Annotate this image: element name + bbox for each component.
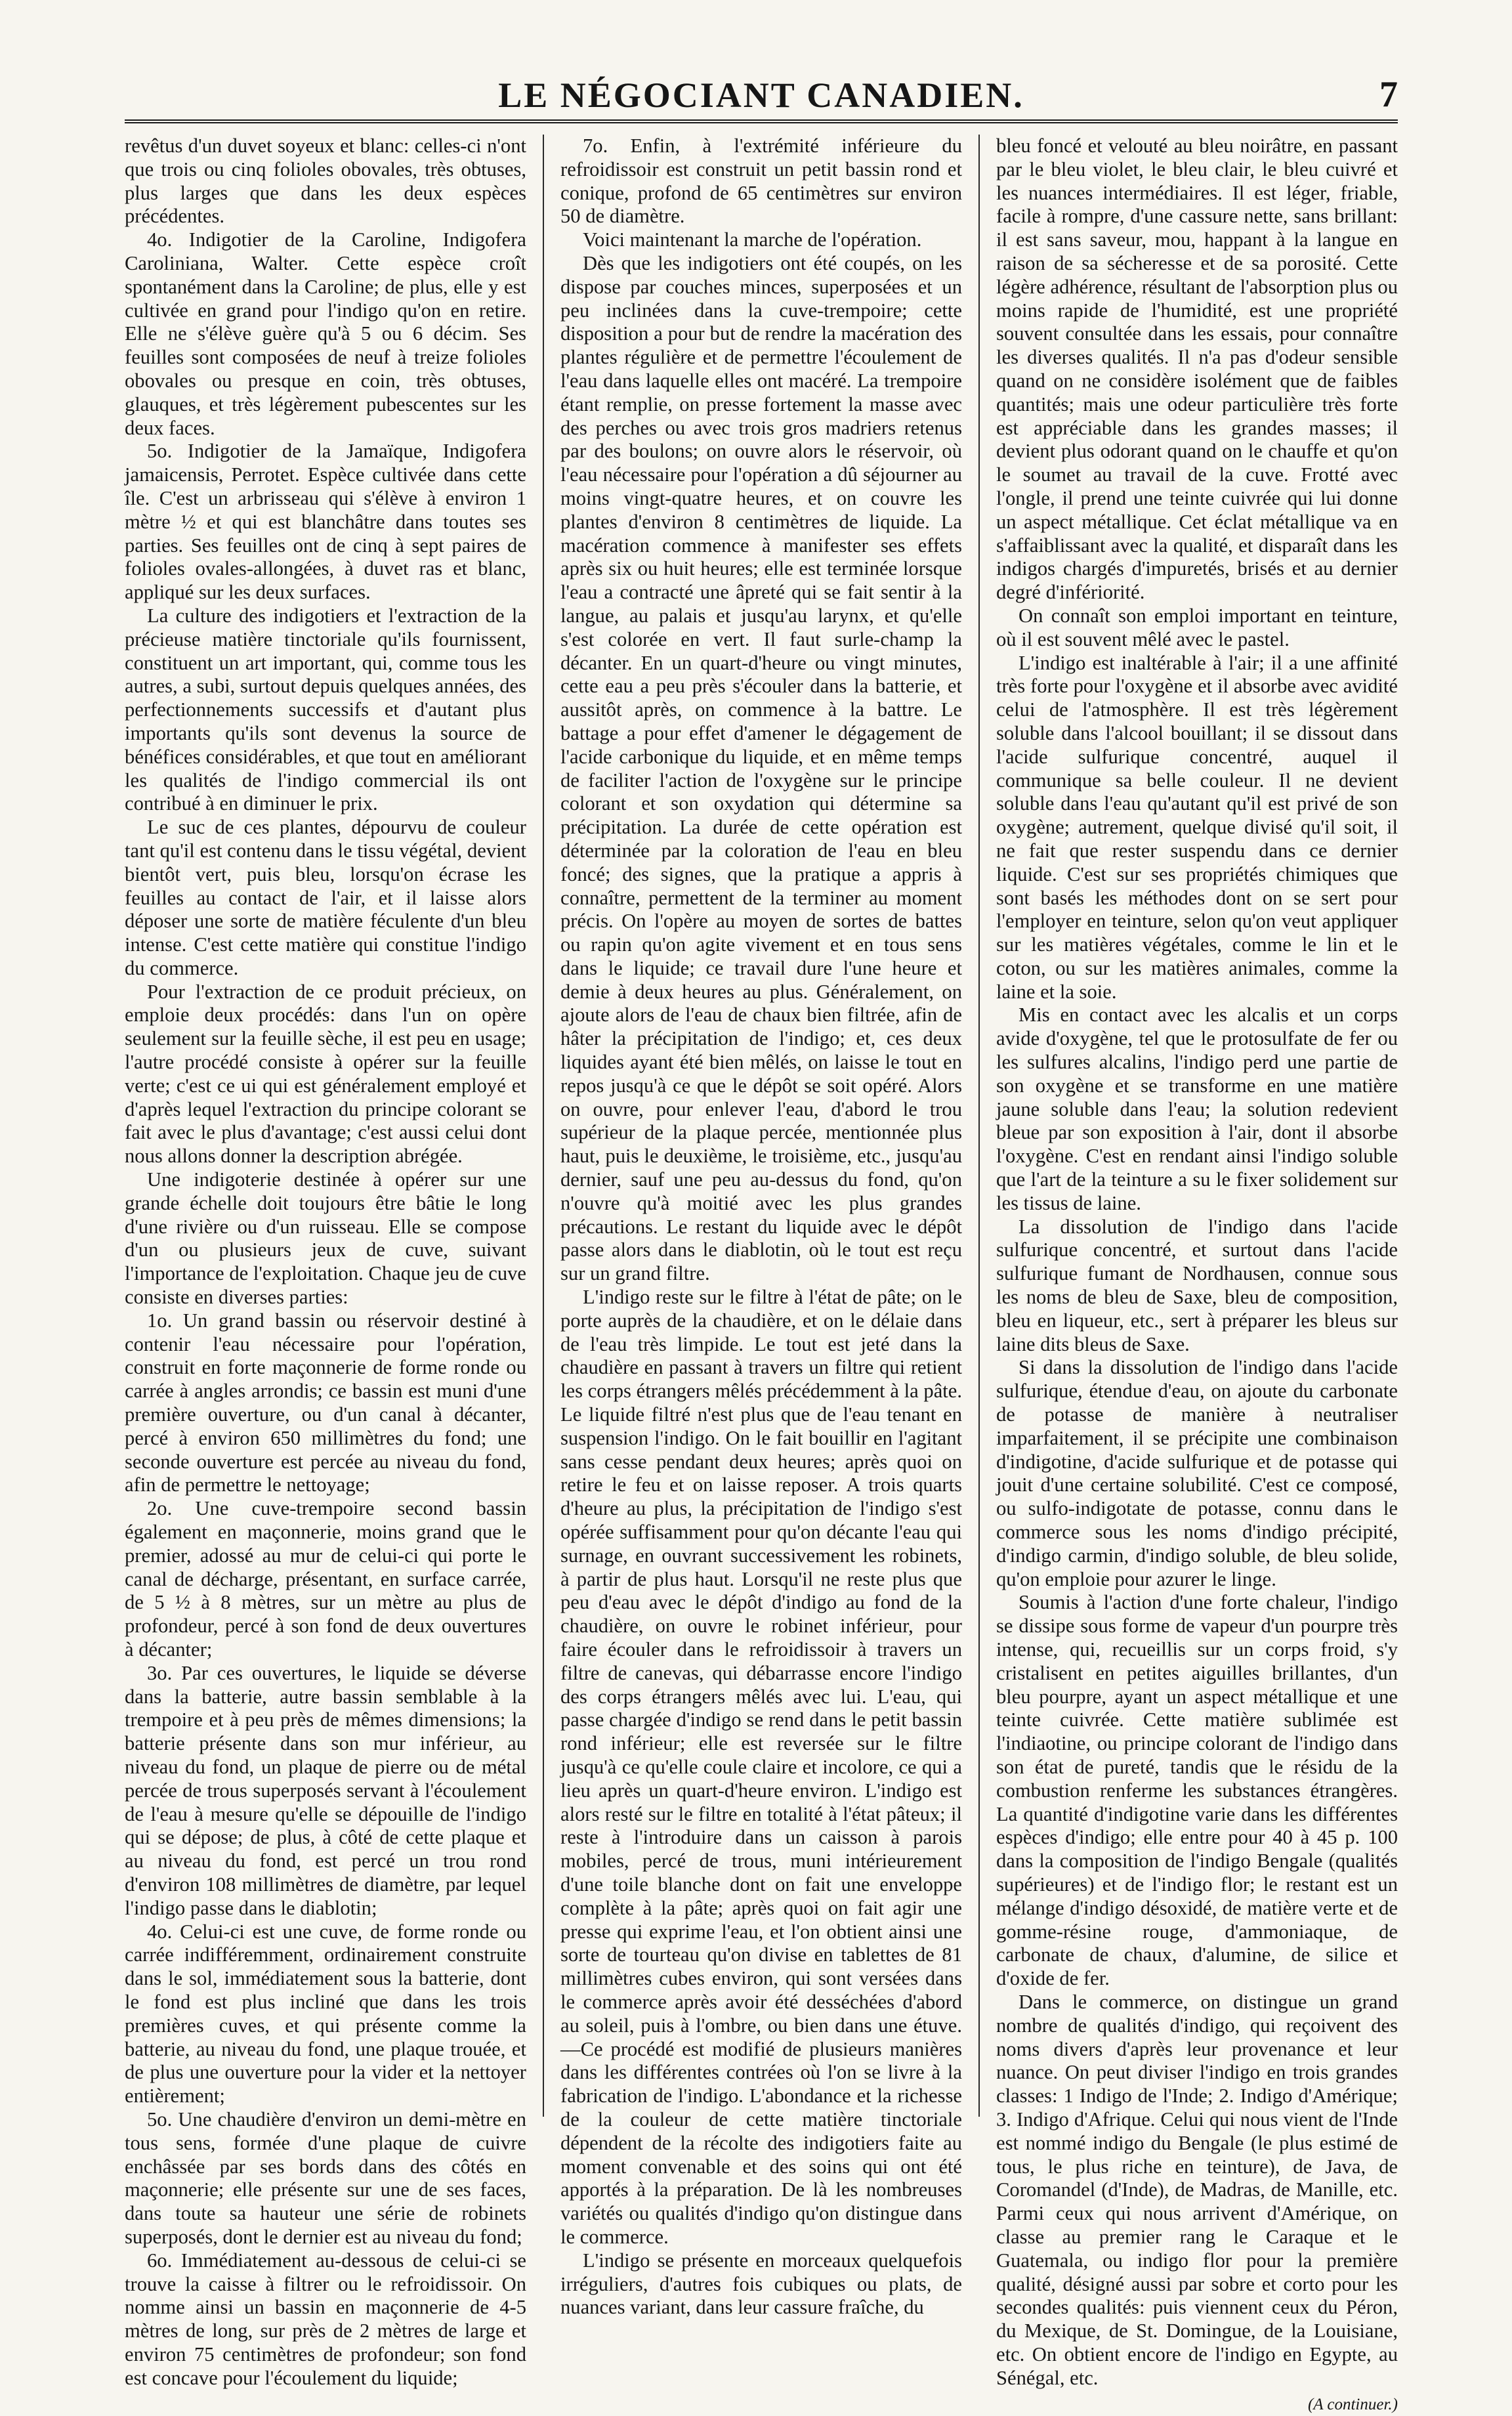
paragraph: Dans le commerce, on distingue un grand nombre de qualités d'indigo, qui reçoivent des noms divers d'après leur provenance et leur nuance. On peut diviser l'indigo en trois grandes classes: 1 Indigo de l'Inde; 2. Indigo d'Amérique; 3. Indigo d'Afrique. Celui qui nous vient de l'Inde est nommé indigo du Bengale (le plus estimé de tous, le plus riche en teinture), de Java, de Coromandel (d'Inde), de Madras, de Manille, etc. Parmi ceux qui nous arrivent d'Amérique, on classe au premier rang le Caraque et le Guatemala, ou indigo flor pour la première qualité, désigné aussi par sobre et corto pour les secondes qualités: puis viennent ceux du Péron, du Mexique, de St. Domingue, de la Louisiane, etc. On obtient encore de l'indigo en Egypte, au Sénégal, etc. [996, 1991, 1398, 2390]
paragraph: Si dans la dissolution de l'indigo dans l'acide sulfurique, étendue d'eau, on ajoute du carbonate de potasse de manière à neutraliser imparfaitement, il se précipite une combinaison d'indigotine, d'acide sulfurique et de potasse qui jouit d'une certaine solubilité. C'est ce composé, ou sulfo-indigotate de potasse, connu dans le commerce sous les noms d'indigo précipité, d'indigo carmin, d'indigo soluble, de bleu solide, qu'on emploie pour azurer le linge. [996, 1356, 1398, 1591]
masthead [125, 74, 1398, 119]
paragraph: 3o. Par ces ouvertures, le liquide se déverse dans la batterie, autre bassin semblable à la trempoire et à peu près de mêmes dimensions; la batterie présente dans son mur inférieur, au niveau du fond, un plaque de pierre ou de métal percée de trous superposés servant à l'écoulement de l'eau à mesure qu'elle se dépouille de l'indigo qui se dépose; de plus, à côté de cette plaque et au niveau du fond, est percé un trou rond d'environ 108 millimètres de diamètre, par lequel l'indigo passe dans le diablotin; [125, 1662, 526, 1920]
paragraph: Le suc de ces plantes, dépourvu de couleur tant qu'il est contenu dans le tissu végétal, devient bientôt vert, puis bleu, lorsqu'on écrase les feuilles au contact de l'air, et il laisse alors déposer une sorte de matière féculente d'un bleu intense. C'est cette matière qui constitue l'indigo du commerce. [125, 816, 526, 981]
column-1 [125, 135, 526, 2390]
column-3 [996, 135, 1398, 2416]
continuation-note: (A continuer.) [996, 2393, 1398, 2416]
column-2 [560, 135, 962, 2320]
paragraph: L'indigo est inaltérable à l'air; il a une affinité très forte pour l'oxygène et il absorbe avec avidité celui de l'atmosphère. Il est très légèrement soluble dans l'alcool bouillant; il se dissout dans l'acide sulfurique concentré, auquel il communique sa belle couleur. Il ne devient soluble dans l'eau qu'autant qu'il est privé de son oxygène; autrement, quelque divisé qu'il soit, il ne fait que rester suspendu dans ce dernier liquide. C'est sur ses propriétés chimiques que sont basés les méthodes dont on se sert pour l'employer en teinture, selon qu'on veut appliquer sur les matières végétales, comme le lin et le coton, ou sur les matières animales, comme la laine et la soie. [996, 652, 1398, 1004]
paragraph: Voici maintenant la marche de l'opération. [560, 228, 962, 252]
paragraph: 5o. Une chaudière d'environ un demi-mètre en tous sens, formée d'une plaque de cuivre enchâssée par ses bords dans des côtés en maçonnerie; elle présente sur une de ses faces, dans toute sa hauteur une série de robinets superposés, dont le dernier est au niveau du fond; [125, 2108, 526, 2249]
paragraph: 7o. Enfin, à l'extrémité inférieure du refroidissoir est construit un petit bassin rond et conique, profond de 65 centimètres sur environ 50 de diamètre. [560, 135, 962, 228]
column-divider [543, 135, 544, 2117]
paragraph: La dissolution de l'indigo dans l'acide sulfurique concentré, et surtout dans l'acide sulfurique fumant de Nordhausen, connue sous les noms de bleu de Saxe, bleu de composition, bleu en liqueur, etc., sert à préparer les bleus sur laine dits bleus de Saxe. [996, 1216, 1398, 1357]
paragraph: 1o. Un grand bassin ou réservoir destiné à contenir l'eau nécessaire pour l'opération, construit en forte maçonnerie de forme ronde ou carrée à angles arrondis; ce bassin est muni d'une première ouverture, ou d'un canal à décanter, percé à environ 650 millimètres du fond; une seconde ouverture est percée au niveau du fond, afin de permettre le nettoyage; [125, 1309, 526, 1497]
column-divider [978, 135, 980, 2117]
paragraph: L'indigo se présente en morceaux quelquefois irréguliers, d'autres fois cubiques ou plats, de nuances variant, dans leur cassure fraîche, du [560, 2249, 962, 2320]
paragraph: revêtus d'un duvet soyeux et blanc: celles-ci n'ont que trois ou cinq folioles obovales, très obtuses, plus larges que dans les deux espèces précédentes. [125, 135, 526, 228]
paragraph: bleu foncé et velouté au bleu noirâtre, en passant par le bleu violet, le bleu clair, le bleu cuivré et les nuances intermédiaires. Il est léger, friable, facile à rompre, d'une cassure nette, sans brillant: il est sans saveur, mou, happant à la langue en raison de sa sécheresse et de sa porosité. Cette légère adhérence, résultant de l'absorption plus ou moins rapide de l'humidité, est une propriété souvent consultée dans les essais, pour connaître les diverses qualités. Il n'a pas d'odeur sensible quand on ne considère isolément que de faibles quantités; mais une odeur particulière très forte est appréciable dans les grandes masses; il devient plus odorant quand on le chauffe et qu'on le soumet au travail de la cuve. Frotté avec l'ongle, il prend une teinte cuivrée qui lui donne un aspect métallique. Cet éclat métallique va en s'affaiblissant avec la qualité, et disparaît dans les indigos chargés d'impuretés, brisés et au dernier degré d'infériorité. [996, 135, 1398, 604]
newspaper-title: LE NÉGOCIANT CANADIEN. [125, 75, 1398, 116]
paragraph: On connaît son emploi important en teinture, où il est souvent mêlé avec le pastel. [996, 604, 1398, 652]
paragraph: Mis en contact avec les alcalis et un corps avide d'oxygène, tel que le protosulfate de fer ou les sulfures alcalins, l'indigo perd une partie de son oxygène et se transforme en une matière jaune soluble dans l'eau; la solution redevient bleue par son exposition à l'air, dont il absorbe l'oxygène. C'est en rendant ainsi l'indigo soluble que l'art de la teinture a su le fixer solidement sur les tissus de laine. [996, 1004, 1398, 1215]
paragraph: La culture des indigotiers et l'extraction de la précieuse matière tinctoriale qu'ils fournissent, constituent un art important, qui, comme tous les autres, a subi, surtout depuis quelques années, des perfectionnements successifs et d'autant plus importants qu'ils sont devenus la source de bénéfices considérables, et que tout en améliorant les qualités de l'indigo commercial ils ont contribué à en diminuer le prix. [125, 604, 526, 816]
paragraph: Soumis à l'action d'une forte chaleur, l'indigo se dissipe sous forme de vapeur d'un pourpre très intense, qui, recueillis sur un corps froid, s'y cristalisent en petites aiguilles brillantes, d'un bleu pourpre, ayant un aspect métallique et une teinte cuivrée. Cette matière sublimée est l'indiaotine, ou principe colorant de l'indigo dans son état de pureté, tandis que le résidu de la combustion renferme les substances étrangères. La quantité d'indigotine varie dans les différentes espèces d'indigo; elle entre pour 40 à 45 p. 100 dans la composition de l'indigo Bengale (qualités supérieures) et de l'indigo flor; le restant est un mélange d'indigo désoxidé, de matière verte et de gomme-résine rouge, d'ammoniaque, de carbonate de chaux, d'alumine, de silice et d'oxide de fer. [996, 1591, 1398, 1991]
paragraph: Une indigoterie destinée à opérer sur une grande échelle doit toujours être bâtie le long d'une rivière ou d'un ruisseau. Elle se compose d'un ou plusieurs jeux de cuve, suivant l'importance de l'exploitation. Chaque jeu de cuve consiste en diverses parties: [125, 1168, 526, 1309]
paragraph: 4o. Celui-ci est une cuve, de forme ronde ou carrée indifféremment, ordinairement construite dans le sol, immédiatement sous la batterie, dont le fond est plus incliné que dans les trois premières cuves, et qui présente comme la batterie, au niveau du fond, une plaque trouée, et de plus une ouverture pour la vider et la nettoyer entièrement; [125, 1920, 526, 2108]
header-rule [125, 119, 1398, 123]
paragraph: Pour l'extraction de ce produit précieux, on emploie deux procédés: dans l'un on opère seulement sur la feuille sèche, il est peu en usage; l'autre procédé consiste à opérer sur la feuille verte; c'est ce ui qui est généralement employé et d'après lequel l'extraction du principe colorant se fait avec le plus d'avantage; c'est aussi celui dont nous allons donner la description abrégée. [125, 981, 526, 1168]
page-number: 7 [1379, 74, 1398, 116]
paragraph: L'indigo reste sur le filtre à l'état de pâte; on le porte auprès de la chaudière, et on le délaie dans de l'eau très limpide. Le tout est jeté dans la chaudière en passant à travers un filtre qui retient les corps étrangers mêlés précédemment à la pâte. Le liquide filtré n'est plus que de l'eau tenant en suspension l'indigo. On le fait bouillir en l'agitant sans cesse pendant deux heures; après quoi on retire le feu et on laisse reposer. A trois quarts d'heure au plus, la précipitation de l'indigo s'est opérée suffisamment pour qu'on décante l'eau qui surnage, en ouvrant successivement les robinets, à partir de plus haut. Lorsqu'il ne reste plus que peu d'eau avec le dépôt d'indigo au fond de la chaudière, on ouvre le robinet inférieur, pour faire écouler dans le refroidissoir à travers un filtre de canevas, qui débarrasse encore l'indigo des corps étrangers mêlés avec lui. L'eau, qui passe chargée d'indigo se rend dans le petit bassin rond inférieur; elle est reversée sur le filtre jusqu'à ce qu'elle coule claire et incolore, ce qui a lieu après un quart-d'heure environ. L'indigo est alors resté sur le filtre en totalité à l'état pâteux; il reste à l'introduire dans un caisson à parois mobiles, percé de trous, muni intérieurement d'une toile blanche dont on fait une enveloppe complète à la pâte; après quoi on fait agir une presse qui exprime l'eau, et l'on obtient ainsi une sorte de tourteau qu'on divise en tablettes de 81 millimètres cubes environ, qui sont versées dans le commerce après avoir été desséchées d'abord au soleil, puis à l'ombre, ou bien dans une étuve.—Ce procédé est modifié de plusieurs manières dans les différentes contrées où l'on se livre à la fabrication de l'indigo. L'abondance et la richesse de la couleur de cette matière tinctoriale dépendent de la récolte des indigotiers faite au moment convenable et des soins qui ont été apportés à la préparation. De là les nombreuses variétés ou qualités d'indigo qu'on distingue dans le commerce. [560, 1286, 962, 2249]
paragraph: 5o. Indigotier de la Jamaïque, Indigofera jamaicensis, Perrotet. Espèce cultivée dans cette île. C'est un arbrisseau qui s'élève à environ 1 mètre ½ et qui est blanchâtre dans toutes ses parties. Ses feuilles ont de cinq à sept paires de folioles ovales-allongées, à duvet ras et blanc, appliqué sur les deux surfaces. [125, 440, 526, 604]
paragraph: 2o. Une cuve-trempoire second bassin également en maçonnerie, moins grand que le premier, adossé au mur de celui-ci qui porte le canal de décharge, présentant, en surface carrée, de 5 ½ à 8 mètres, sur un mètre au plus de profondeur, percé à son fond de deux ouvertures à décanter; [125, 1497, 526, 1662]
paragraph: 4o. Indigotier de la Caroline, Indigofera Caroliniana, Walter. Cette espèce croît spontanément dans la Caroline; de plus, elle y est cultivée en grand pour l'indigo qu'on en retire. Elle ne s'élève guère qu'à 5 ou 6 décim. Ses feuilles sont composées de neuf à treize folioles obovales ou presque en coin, très obtuses, glauques, et très légèrement pubescentes sur les deux faces. [125, 228, 526, 440]
paragraph: Dès que les indigotiers ont été coupés, on les dispose par couches minces, superposées et un peu inclinées dans la cuve-trempoire; cette disposition a pour but de rendre la macération des plantes régulière et de permettre l'écoulement de l'eau dans laquelle elles ont macéré. La trempoire étant remplie, on presse fortement la masse avec des perches ou avec trois gros madriers retenus par des boulons; on ouvre alors le réservoir, où l'eau nécessaire pour l'opération a dû séjourner au moins vingt-quatre heures, et on couvre les plantes d'environ 8 centimètres de liquide. La macération commence à manifester ses effets après six ou huit heures; elle est terminée lorsque l'eau a contracté une âpreté qui se fait sentir à la langue, au palais et jusqu'au larynx, et qu'elle s'est colorée en vert. Il faut surle-champ la décanter. En un quart-d'heure ou vingt minutes, cette eau a peu près s'écouler dans la batterie, et aussitôt après, on commence à la battre. Le battage a pour effet d'amener le dégagement de l'acide carbonique du liquide, et en même temps de faciliter l'action de l'oxygène sur le principe colorant et son oxydation qui détermine sa précipitation. La durée de cette opération est déterminée par la coloration de l'eau en bleu foncé; des signes, que la pratique a appris à connaître, permettent de la terminer au moment précis. On l'opère au moyen de sortes de battes ou rapin qu'on agite vivement et en tous sens dans le liquide; ce travail dure l'une heure et demie à deux heures au plus. Généralement, on ajoute alors de l'eau de chaux bien filtrée, afin de hâter la précipitation de l'indigo; et, ces deux liquides ayant été bien mêlés, on laisse le tout en repos jusqu'à ce que le dépôt se soit opéré. Alors on ouvre, pour enlever l'eau, d'abord le trou supérieur de la plaque percée, mentionnée plus haut, puis le deuxième, le troisième, etc., jusqu'au dernier, sauf une peu au-dessus du fond, qu'on n'ouvre qu'à moitié avec les plus grandes précautions. Le restant du liquide avec le dépôt passe alors dans le diablotin, où le tout est reçu sur un grand filtre. [560, 252, 962, 1286]
paragraph: 6o. Immédiatement au-dessous de celui-ci se trouve la caisse à filtrer ou le refroidissoir. On nomme ainsi un bassin en maçonnerie de 4-5 mètres de long, sur près de 2 mètres de large et environ 75 centimètres de profondeur; son fond est concave pour l'écoulement du liquide; [125, 2249, 526, 2390]
